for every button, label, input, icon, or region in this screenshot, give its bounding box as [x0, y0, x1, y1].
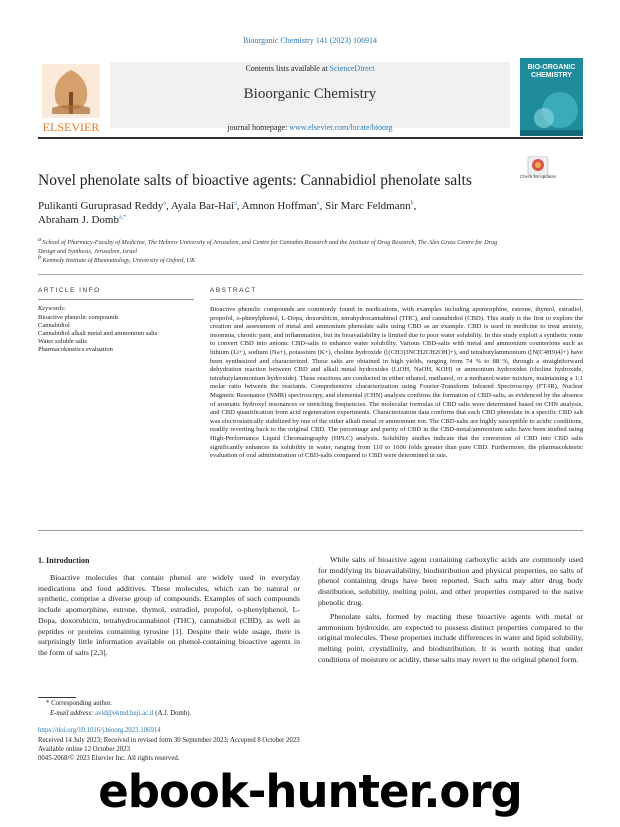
- keyword-item: Pharmacokinetics evaluation: [38, 346, 113, 353]
- available-online: Available online 12 October 2023: [38, 746, 130, 753]
- journal-homepage-link[interactable]: www.elsevier.com/locate/bioorg: [289, 123, 393, 132]
- keyword-item: Cannabidiol alkali metal and ammonium salts: [38, 330, 158, 337]
- author-list-line-2: [38, 214, 126, 226]
- contents-prefix: Contents lists available at: [245, 64, 330, 73]
- doi-link[interactable]: https://doi.org/10.1016/j.bioorg.2023.106914: [38, 727, 161, 734]
- author-list-line-1: Pulikanti Guruprasad Reddy$^a$, Ayala Bar-Hai$^a$, Amnon Hoffman$^a$, Sir Marc Feldmann$^b$,: [38, 200, 417, 212]
- cover-title: BIO-ORGANIC CHEMISTRY: [527, 64, 576, 79]
- article-info-heading: ARTICLE INFO: [38, 287, 101, 294]
- journal-name: Bioorganic Chemistry: [243, 86, 377, 102]
- author-name[interactable]: Amnon Hoffman: [241, 200, 317, 212]
- check-for-updates-badge[interactable]: [522, 156, 554, 190]
- author-affiliation-mark[interactable]: a,*: [118, 214, 127, 221]
- homepage-line: [110, 123, 510, 132]
- author-name[interactable]: Abraham J. Domb: [38, 214, 119, 226]
- email-label: E-mail address:: [50, 710, 96, 717]
- affiliation-rule: [38, 274, 583, 275]
- introduction-paragraph-1: Bioactive molecules that contain phenol are widely used in everyday medications and food additives. These molecules, which can be natural or synthetic, comprise a diverse group of compounds. Examples of such compounds include apomorphine, estrone, thymol, estradiol, propofol, o-phenylphenol, L-Dopa, doxorubicin, tetrahydrocannabinol (THC), cannabidiol (CBD), as well as peptides or proteins containing tyrosine [1]. Despite their wide usage, there is surprisingly little information available on phenol-containing bioactive agents in the form of salts [2,3].: [38, 573, 300, 657]
- introduction-paragraph-3: Phenolate salts, formed by reacting these bioactive agents with metal or ammonium hydroxide, are expected to possess distinct properties compared to the original molecules. These properties include differences in water and lipid solubility, melting point, crystallinity, and biodistribution. It is worth noting that under conditions of moisture or acidity, these salts may revert to the original phenol form.: [318, 612, 583, 664]
- paper-title: Novel phenolate salts of bioactive agents: Cannabidiol phenolate salts: [38, 172, 472, 189]
- author-affiliation-mark[interactable]: a: [163, 200, 166, 207]
- affiliation-b-text: Kennedy Institute of Rheumatology, University of Oxford, UK: [42, 257, 196, 265]
- abstract-text: Bioactive phenolic compounds are commonly found in medications, with examples including apomorphine, estrone, thymol, estradiol, propofol, o-phenylphenol, L-Dopa, doxorubicin, tetrahydrocannabinol (THC), and cannabidiol (CBD). This study is the first to explore the creation and assessment of metal and ammonium phenolate salts using CBD as an example. CBD is used in medicine to treat anxiety, insomnia, chronic pain, and inflammation, but its bioavailability is limited due to poor water solubility. In this study exploit a synthetic route to convert CBD into anionic CBD-salts to enhance water solubility. Various CBD-salts with metal and ammonium counterions such as lithium (Li+), sodium (Na+), potassium (K+), choline hydroxide ([(CH3)3NCH2CH2OH]+), and tetrabutylammonium ([N(C4H9)4]+) have been synthesized and characterized. These salts are obtained in high yields, ranging from 74 % to 88 %, through a straightforward dehydration reaction between CBD and alkali metal hydroxides (LiOH, NaOH, KOH) or ammonium hydroxides (choline hydroxide, tetrabutylammonium hydroxide). These reactions are conducted in either ethanol, methanol, or a methanol:water mixture, maintaining a 1:1 molar ratio between the reactants. Comprehensive characterization using Fourier-Transform Infrared Spectroscopy (FT-IR), Nuclear Magnetic Resonance (NMR) spectroscopy, and elemental (CHN) analysis confirms the formation of CBD-salts, as evidenced by the absence of aromatic hydroxyl resonances or stretching frequencies. The molecular formulas of CBD salts were determined based on CHN analysis, and CBD quantification from acid regeneration experiments. Characterization data confirms that each CBD phenolate in a specific CBD salt was electrostatically stabilized by one of the either alkali metal or ammonium ion. The CBD-salts are highly susceptible to acidic conditions, readily reverting back to the original CBD. The percentage and purity of CBD in the CBD-metal/ammonium salts have been studied using High-Performance Liquid Chromatography (HPLC) analysis. Solubility studies indicate that the conversion of CBD into CBD salts significantly enhances its solubility in water, ranging from 110 to 1606 folds greater than pure CBD. Furthermore, the pharmacokinetic evaluation of oral administration of CBD-salts compared to CBD were determined in rats.: [210, 306, 583, 460]
- check-for-updates-label: Check for updates: [519, 174, 557, 179]
- introduction-paragraph-2: While salts of bioactive agent containing carboxylic acids are commonly used for modifying its bioavailability, biodistribution and physical properties, no salts of phenol containing drugs have been reported. Such salts may alter drug body distribution, solubility, melting point, and other properties compared to the native phenolic drug.: [318, 555, 583, 607]
- author-name[interactable]: Ayala Bar-Hai: [170, 200, 235, 212]
- header-rule: [38, 137, 583, 139]
- keyword-item: Water soluble salts: [38, 338, 87, 345]
- publisher-wordmark: ELSEVIER: [42, 120, 100, 134]
- keywords-label: Keywords:: [38, 305, 66, 312]
- footnote-rule: [38, 697, 76, 698]
- email-link[interactable]: avid@ekmd.huji.ac.il: [95, 710, 154, 717]
- abstract-heading: ABSTRACT: [210, 287, 257, 294]
- keyword-item: Bioactive phenolic compounds: [38, 314, 119, 321]
- watermark: ebook-hunter.org: [98, 765, 522, 818]
- abstract-bottom-rule: [38, 530, 583, 531]
- affiliation-a-text: School of Pharmacy-Faculty of Medicine, The Hebrew University of Jerusalem, and Centre for Cannabis Research and the Institute of Drug Research, The Alex Grass Centre for Drug Design and Synthesis, Jerusalem, Israel: [38, 239, 498, 256]
- keyword-item: Cannabidiol: [38, 322, 70, 329]
- sciencedirect-link[interactable]: ScienceDirect: [329, 64, 375, 73]
- author-affiliation-mark[interactable]: a: [316, 200, 320, 207]
- received-dates: Received 14 July 2023; Received in revised form 30 September 2023; Accepted 8 October 2023: [38, 737, 300, 744]
- article-info-rule: [38, 299, 194, 300]
- corresponding-author-note: * Corresponding author.: [46, 700, 112, 707]
- journal-reference[interactable]: Bioorganic Chemistry 141 (2023) 106914: [242, 36, 378, 45]
- homepage-prefix: journal homepage:: [227, 123, 290, 132]
- email-suffix: (A.J. Domb).: [153, 710, 192, 717]
- author-name[interactable]: Pulikanti Guruprasad Reddy: [38, 200, 164, 212]
- affiliation-a: $^a$ School of Pharmacy-Faculty of Medicine, The Hebrew University of Jerusalem, and Centre for Cannabis Research and the Institute of Drug Research, The Alex Grass Centre for Drug Design and Synthesis, Jerusalem, Israel: [38, 237, 498, 256]
- email-footnote: [50, 710, 191, 717]
- contents-line: [110, 64, 510, 73]
- affiliation-b: $^b$ Kennedy Institute of Rheumatology, University of Oxford, UK: [38, 255, 196, 265]
- introduction-heading: 1. Introduction: [38, 556, 90, 565]
- author-affiliation-mark[interactable]: a: [234, 200, 237, 207]
- abstract-rule: [210, 299, 583, 300]
- elsevier-logo: [38, 62, 104, 136]
- author-affiliation-mark[interactable]: b: [410, 200, 414, 207]
- author-name[interactable]: Sir Marc Feldmann: [325, 200, 411, 212]
- copyright-notice: 0045-2068/© 2023 Elsevier Inc. All rights reserved.: [38, 755, 180, 762]
